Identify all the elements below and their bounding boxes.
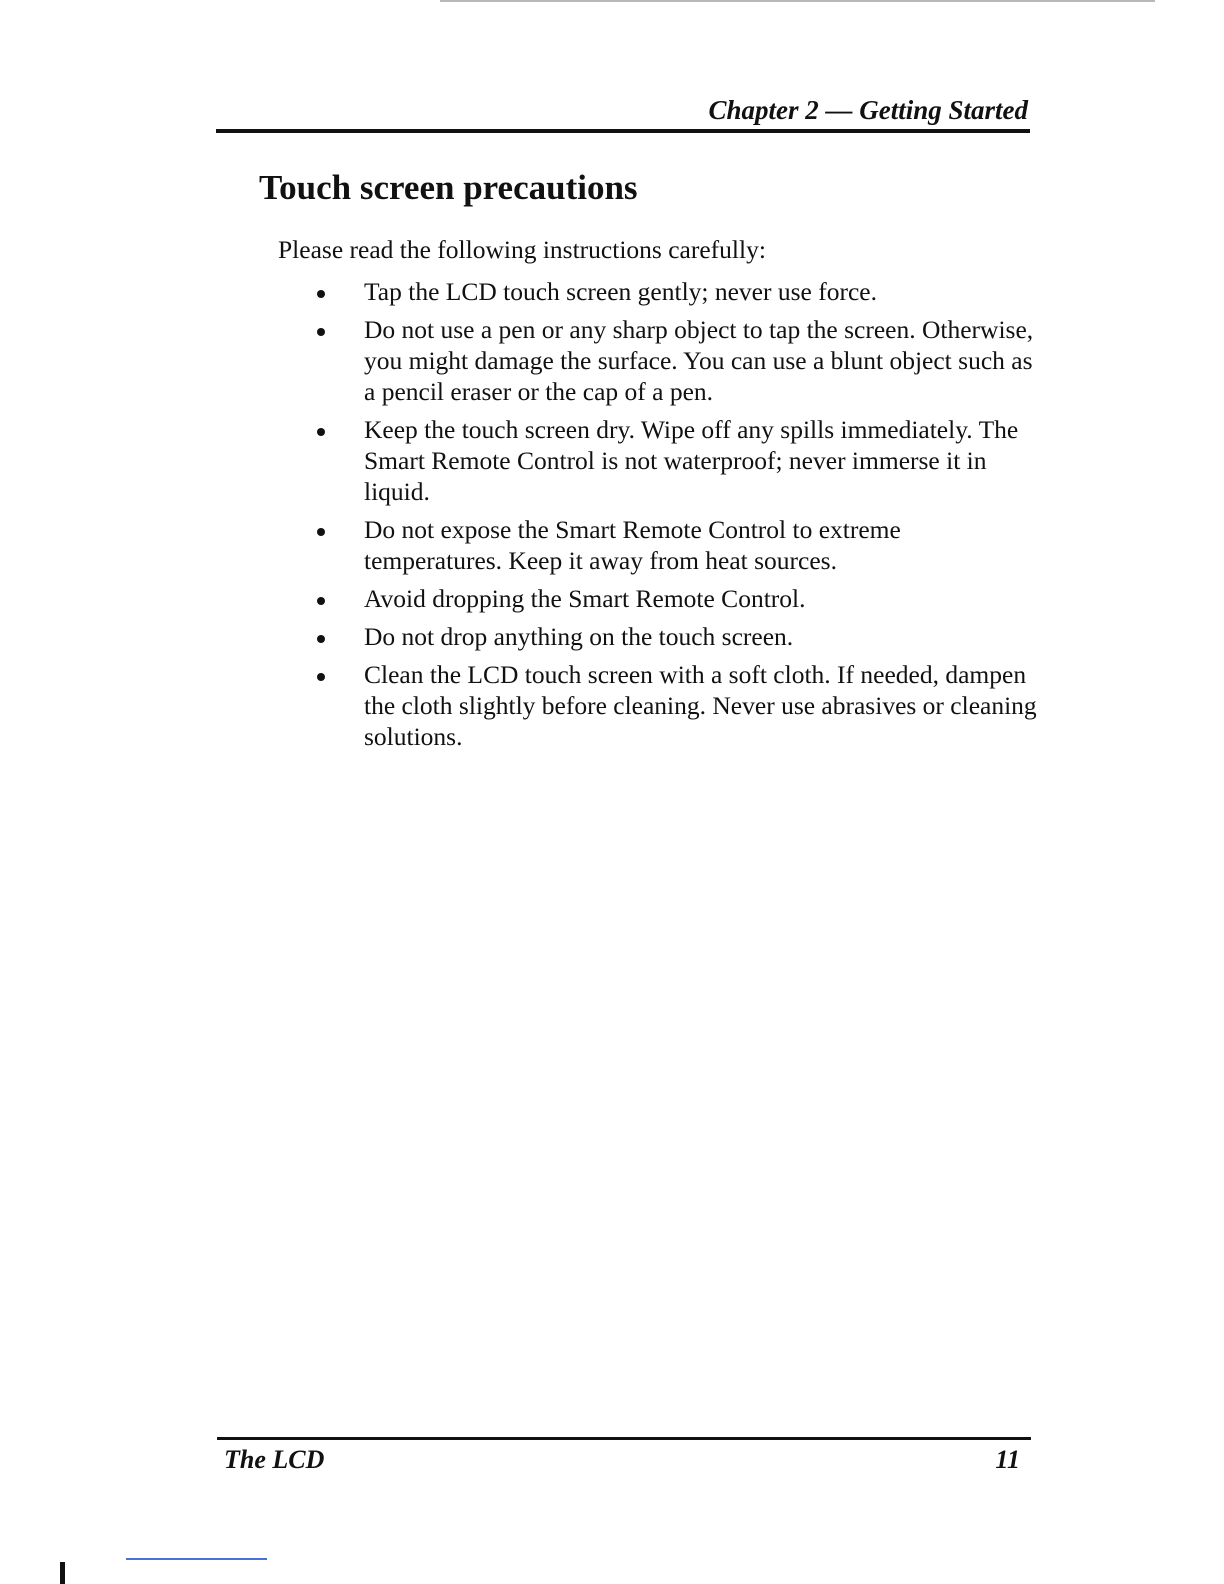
bullet-icon — [317, 290, 325, 298]
bullet-icon — [317, 673, 325, 681]
footer-rule — [217, 1437, 1031, 1440]
list-item-text: Clean the LCD touch screen with a soft cloth. If needed, dampen the cloth slightly before cleaning. Never use abrasives or cleaning solutions. — [364, 660, 1037, 751]
section-title: Touch screen precautions — [259, 168, 638, 207]
chapter-header: Chapter 2 — Getting Started — [708, 95, 1028, 125]
list-item — [311, 276, 1041, 307]
list-item — [311, 314, 1041, 407]
list-item — [311, 414, 1041, 507]
bullet-icon — [317, 635, 325, 643]
list-item-text: Do not expose the Smart Remote Control to extreme temperatures. Keep it away from heat sources. — [364, 515, 901, 575]
page-number: 11 — [995, 1445, 1020, 1474]
bullet-icon — [317, 597, 325, 605]
bullet-icon — [317, 328, 325, 336]
bullet-icon — [317, 528, 325, 536]
header-rule — [216, 129, 1030, 133]
list-item — [311, 621, 1041, 652]
precautions-list — [311, 276, 1041, 759]
intro-text: Please read the following instructions carefully: — [278, 235, 766, 264]
list-item — [311, 583, 1041, 614]
list-item — [311, 514, 1041, 576]
scan-edge-line — [440, 0, 1155, 2]
list-item-text: Tap the LCD touch screen gently; never use force. — [364, 277, 877, 306]
bullet-icon — [317, 428, 325, 436]
footer-section-name: The LCD — [224, 1445, 325, 1474]
list-item-text: Avoid dropping the Smart Remote Control. — [364, 584, 806, 613]
list-item-text: Do not drop anything on the touch screen. — [364, 622, 794, 651]
scan-mark — [60, 1562, 65, 1584]
list-item-text: Keep the touch screen dry. Wipe off any spills immediately. The Smart Remote Control is not waterproof; never immerse it in liquid. — [364, 415, 1019, 506]
list-item — [311, 659, 1041, 752]
list-item-text: Do not use a pen or any sharp object to tap the screen. Otherwise, you might damage the surface. You can use a blunt object such as a pencil eraser or the cap of a pen. — [364, 315, 1034, 406]
scan-edge-line-bottom — [126, 1558, 267, 1560]
